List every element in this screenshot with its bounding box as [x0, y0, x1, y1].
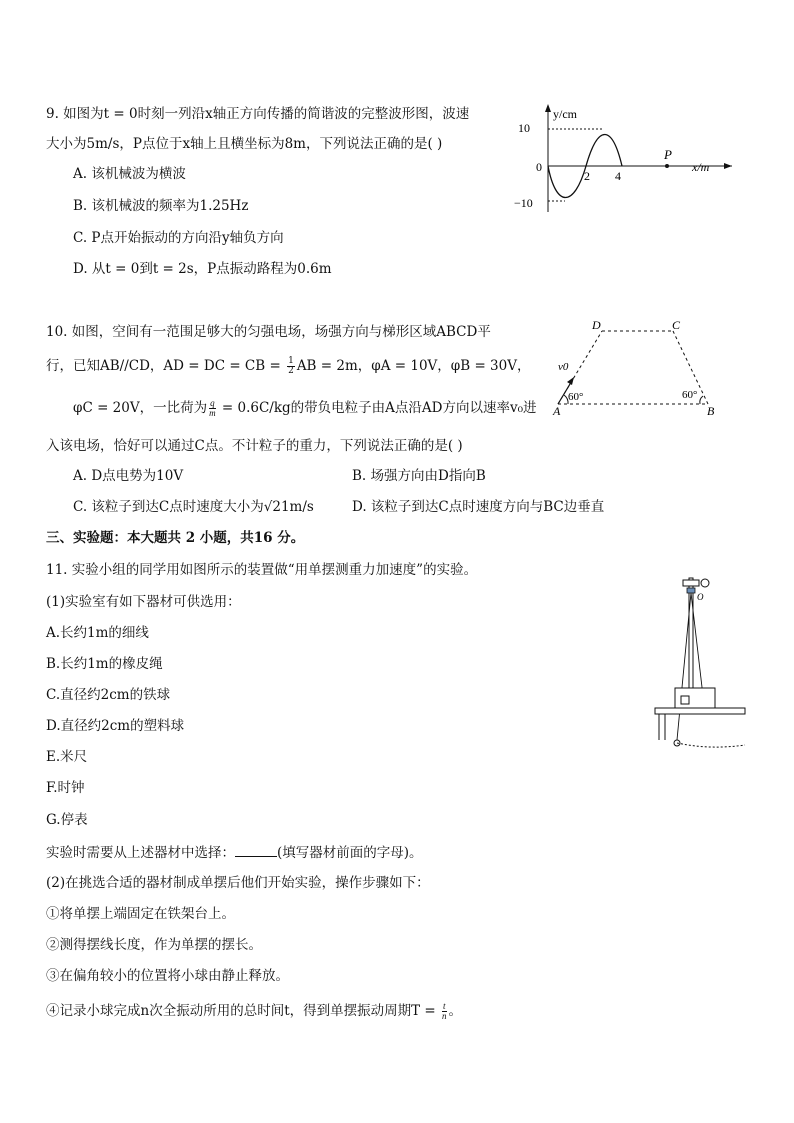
- q11-item-g: G.停表: [46, 812, 88, 828]
- q10-angle-b: 60°: [682, 389, 698, 401]
- q11-frac-n: n: [442, 1011, 447, 1021]
- q10-frac-den: 2: [288, 366, 294, 376]
- q10-frac-num: 1: [288, 356, 294, 366]
- q11-select-line: [46, 842, 423, 863]
- q9-wave-graph: [510, 100, 740, 215]
- q10-label-v0: v0: [558, 361, 569, 373]
- q11-pendulum-apparatus: [645, 568, 755, 753]
- q11-step4-text-b: 。: [448, 1003, 463, 1019]
- q10-label-d: D: [592, 318, 601, 332]
- q11-step1: ①将单摆上端固定在铁架台上。: [46, 906, 235, 922]
- q11-pivot-label: O: [697, 592, 704, 602]
- q9-option-c: C. P点开始振动的方向沿y轴负方向: [73, 230, 284, 246]
- q10-frac-m: m: [209, 408, 216, 418]
- q11-step2: ②测得摆线长度，作为单摆的摆长。: [46, 937, 262, 953]
- q10-stem-line2: [46, 356, 531, 376]
- q11-item-f: F.时钟: [46, 780, 85, 796]
- q10-label-a: A: [553, 404, 561, 418]
- q10-line3-text-a: φC = 20V，一比荷为: [73, 400, 208, 416]
- q10-fraction-qm: [209, 399, 216, 418]
- q9-option-a: A. 该机械波为横波: [73, 166, 186, 182]
- q9-option-b: B. 该机械波的频率为1.25Hz: [73, 198, 249, 214]
- q10-line2-text-b: AB = 2m，φA = 10V，φB = 30V，: [296, 358, 531, 374]
- q11-step3: ③在偏角较小的位置将小球由静止释放。: [46, 968, 289, 984]
- q9-option-d: D. 从t = 0到t = 2s，P点振动路程为0.6m: [73, 261, 332, 277]
- q11-step4: [46, 1001, 462, 1021]
- q11-intro: 11. 实验小组的同学用如图所示的装置做“用单摆测重力加速度”的实验。: [46, 562, 478, 578]
- q10-label-b: B: [707, 404, 715, 418]
- q9-xtick-4: 4: [615, 169, 621, 183]
- q9-point-p: [665, 164, 669, 168]
- q11-item-a: A.长约1m的细线: [46, 625, 149, 641]
- q10-stem-line3: [73, 398, 537, 418]
- q11-item-d: D.直径约2cm的塑料球: [46, 718, 185, 734]
- q9-ytick-top: 10: [518, 121, 530, 135]
- q9-point-label: P: [664, 147, 672, 162]
- section-3-heading: 三、实验题：本大题共 2 小题，共16 分。: [46, 530, 305, 546]
- q10-angle-a: 60°: [568, 391, 584, 403]
- q10-trapezoid-diagram: [540, 316, 730, 420]
- q11-frac-t: t: [443, 1001, 446, 1011]
- q10-option-a: A. D点电势为10V: [73, 468, 184, 484]
- q10-frac-q: q: [210, 398, 215, 408]
- q11-item-c: C.直径约2cm的铁球: [46, 687, 171, 703]
- q10-fraction-half: [287, 357, 295, 376]
- q11-item-b: B.长约1m的橡皮绳: [46, 656, 163, 672]
- q10-option-b: B. 场强方向由D指向B: [352, 468, 486, 484]
- q10-line2-text-a: 行，已知AB//CD，AD = DC = CB =: [46, 358, 286, 374]
- q9-ytick-bottom: −10: [514, 196, 533, 210]
- q11-answer-blank[interactable]: [235, 842, 277, 857]
- q9-ylabel: y/cm: [553, 107, 577, 121]
- q10-stem-line1: 10. 如图，空间有一范围足够大的匀强电场，场强方向与梯形区域ABCD平: [46, 324, 491, 340]
- q10-line3-text-b: = 0.6C/kg的带负电粒子由A点沿AD方向以速率v₀进: [217, 400, 537, 416]
- q10-option-d: D. 该粒子到达C点时速度方向与BC边垂直: [352, 499, 605, 515]
- q9-stem-line2: 大小为5m/s，P点位于x轴上且横坐标为8m，下列说法正确的是( ): [46, 136, 443, 152]
- q11-part2: (2)在挑选合适的器材制成单摆后他们开始实验，操作步骤如下：: [46, 875, 430, 891]
- q10-option-c: C. 该粒子到达C点时速度大小为√21m/s: [73, 499, 314, 515]
- q9-origin: 0: [536, 160, 542, 174]
- q11-period-fraction: [442, 1002, 447, 1021]
- q11-select-text-b: (填写器材前面的字母)。: [277, 845, 423, 861]
- q10-stem-line4: 入该电场，恰好可以通过C点。不计粒子的重力，下列说法正确的是( ): [46, 438, 463, 454]
- q9-stem-line1: 9. 如图为t = 0时刻一列沿x轴正方向传播的简谐波的完整波形图，波速: [46, 106, 470, 122]
- q9-xlabel: x/m: [692, 160, 710, 174]
- q11-step4-text-a: ④记录小球完成n次全振动所用的总时间t，得到单摆振动周期T =: [46, 1003, 441, 1019]
- q10-label-c: C: [672, 318, 681, 332]
- q11-part1: (1)实验室有如下器材可供选用：: [46, 594, 241, 610]
- q11-item-e: E.米尺: [46, 749, 88, 765]
- q11-select-text-a: 实验时需要从上述器材中选择：: [46, 845, 235, 861]
- q9-xtick-2: 2: [584, 169, 590, 183]
